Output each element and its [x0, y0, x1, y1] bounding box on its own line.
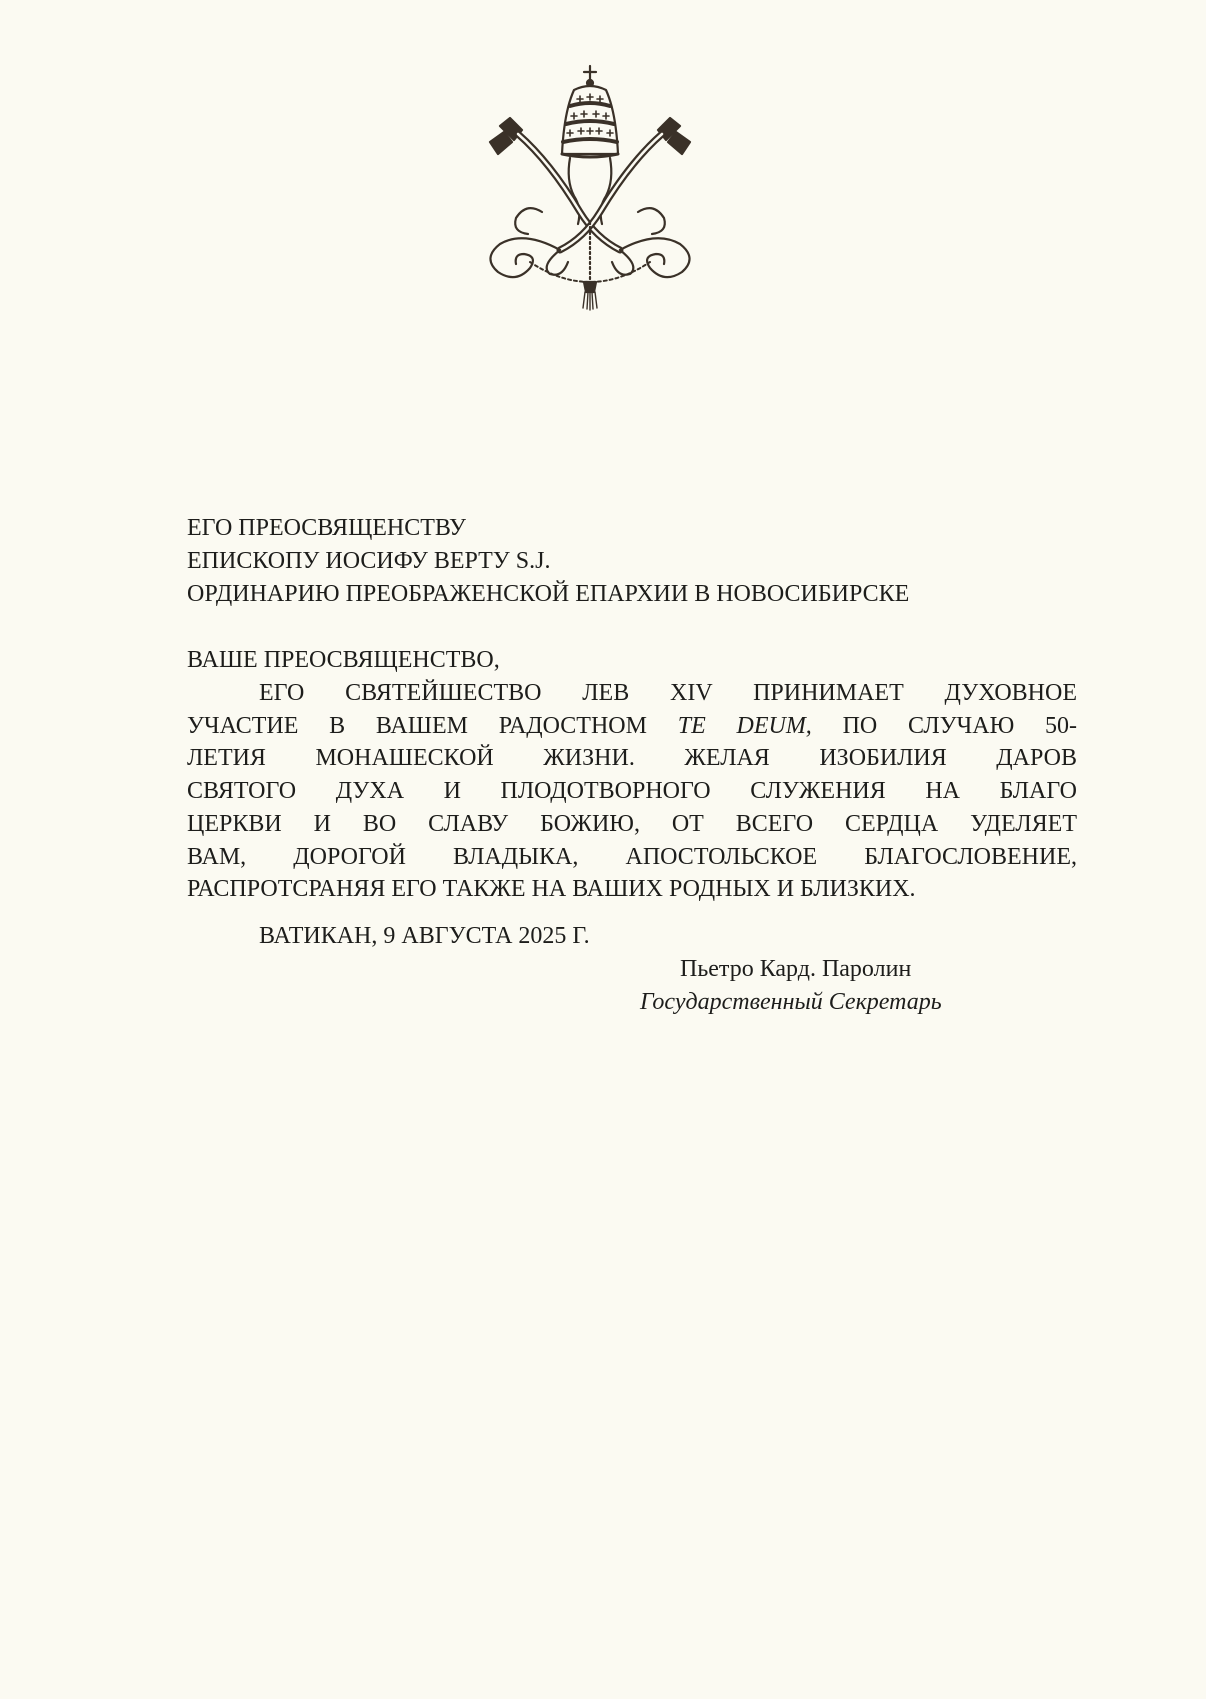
body-line-2-start: УЧАСТИЕ В ВАШЕМ РАДОСТНОМ [187, 712, 647, 739]
body-line-7: РАСПРОТСРАНЯЯ ЕГО ТАКЖЕ НА ВАШИХ РОДНЫХ И БЛИЗКИХ. [187, 876, 916, 903]
letter-body [187, 677, 1077, 906]
body-line-6: ВАМ, ДОРОГОЙ ВЛАДЫКА, АПОСТОЛЬСКОЕ БЛАГОСЛОВЕНИЕ, [187, 843, 1077, 870]
body-line-2 [187, 710, 1077, 743]
signer-title: Государственный Секретарь [640, 989, 942, 1015]
body-line-2-end: ПО СЛУЧАЮ 50- [842, 712, 1078, 739]
place-date: ВАТИКАН, 9 АВГУСТА 2025 Г. [259, 923, 590, 949]
te-deum-italic: TE DEUM, [677, 712, 812, 739]
papal-tiara-crossed-keys-icon [470, 62, 710, 312]
addressee-block [187, 512, 1087, 611]
signer-name: Пьетро Кард. Паролин [680, 956, 912, 982]
salutation: ВАШЕ ПРЕОСВЯЩЕНСТВО, [187, 647, 500, 673]
body-line-5: ЦЕРКВИ И ВО СЛАВУ БОЖИЮ, ОТ ВСЕГО СЕРДЦА УДЕЛЯЕТ [187, 810, 1077, 837]
body-line-1: ЕГО СВЯТЕЙШЕСТВО ЛЕВ XIV ПРИНИМАЕТ ДУХОВНОЕ [259, 680, 1077, 706]
addressee-line-1: ЕГО ПРЕОСВЯЩЕНСТВУ [187, 515, 466, 541]
addressee-line-2: ЕПИСКОПУ ИОСИФУ ВЕРТУ S.J. [187, 548, 551, 574]
body-line-3: ЛЕТИЯ МОНАШЕСКОЙ ЖИЗНИ. ЖЕЛАЯ ИЗОБИЛИЯ ДАРОВ [187, 745, 1077, 772]
body-line-4: СВЯТОГО ДУХА И ПЛОДОТВОРНОГО СЛУЖЕНИЯ НА БЛАГО [187, 778, 1077, 805]
addressee-line-3: ОРДИНАРИЮ ПРЕОБРАЖЕНСКОЙ ЕПАРХИИ В НОВОСИБИРСКЕ [187, 581, 910, 607]
